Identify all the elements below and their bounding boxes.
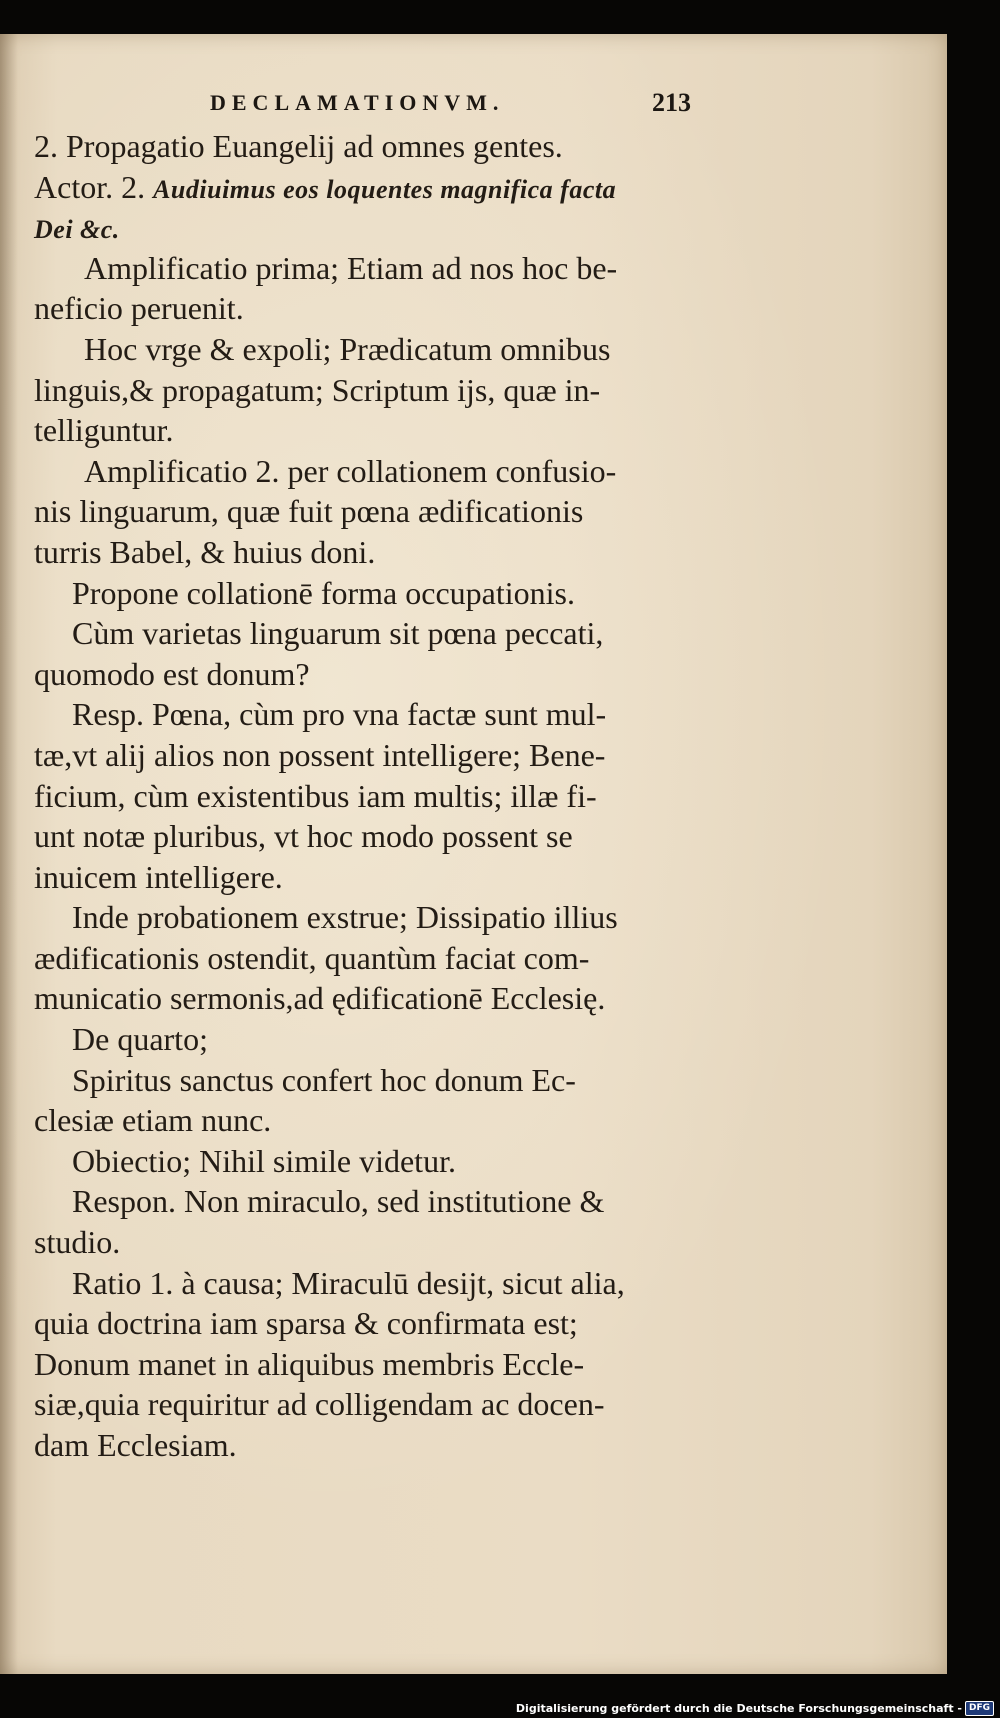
text-line: studio. xyxy=(34,1224,121,1261)
dfg-logo: DFG xyxy=(965,1701,994,1716)
running-head xyxy=(30,90,690,120)
text-line: siæ,quia requiritur ad colligendam ac docen- xyxy=(34,1386,605,1423)
text-line: Propone collationē forma occupationis. xyxy=(72,574,575,611)
text-line: Ratio 1. à causa; Miraculū desijt, sicut alia, xyxy=(72,1264,625,1301)
text-line: quia doctrina iam sparsa & confirmata est; xyxy=(34,1305,578,1342)
text-line: Hoc vrge & expoli; Prædicatum omnibus xyxy=(84,330,611,367)
text-line: turris Babel, & huius doni. xyxy=(34,533,376,570)
text-line: tæ,vt alij alios non possent intelligere; Bene- xyxy=(34,736,606,773)
scripture-citation: Audiuimus eos loquentes magnifica facta xyxy=(153,174,617,204)
running-title: DECLAMATIONVM. xyxy=(210,90,505,115)
text-line: neficio peruenit. xyxy=(34,290,244,327)
text-line: unt notæ pluribus, vt hoc modo possent se xyxy=(34,818,573,855)
text-line: Amplificatio prima; Etiam ad nos hoc be- xyxy=(84,249,618,286)
text-line: linguis,& propagatum; Scriptum ijs, quæ in- xyxy=(34,371,601,408)
text-line: quomodo est donum? xyxy=(34,655,310,692)
text-line: Amplificatio 2. per collationem confusio- xyxy=(84,452,617,489)
text-line: Respon. Non miraculo, sed institutione & xyxy=(72,1183,605,1220)
credit-text: Digitalisierung gefördert durch die Deutsche Forschungsgemeinschaft - xyxy=(515,1701,962,1715)
text-line: inuicem intelligere. xyxy=(34,858,283,895)
text-line: 2. Propagatio Euangelij ad omnes gentes. xyxy=(34,128,563,164)
text-line: Obiectio; Nihil simile videtur. xyxy=(72,1142,456,1179)
page-number: 213 xyxy=(652,88,691,117)
page-spine-shadow xyxy=(0,34,18,1674)
text-line: Cùm varietas linguarum sit pœna peccati, xyxy=(72,615,604,652)
text-line: Donum manet in aliquibus membris Eccle- xyxy=(34,1345,585,1382)
text-line: Inde probationem exstrue; Dissipatio illius xyxy=(72,899,618,936)
text-line: Resp. Pœna, cùm pro vna factæ sunt mul- xyxy=(72,696,607,733)
text-line: ficium, cùm existentibus iam multis; illæ fi- xyxy=(34,777,597,814)
book-page xyxy=(0,34,947,1674)
digitization-credit xyxy=(516,1700,994,1716)
text-line: Spiritus sanctus confert hoc donum Ec- xyxy=(72,1061,576,1098)
text-line: Actor. 2. Audiuimus eos loquentes magnifica facta xyxy=(34,168,617,205)
text-line: Dei &c. xyxy=(34,215,120,245)
text-line: telliguntur. xyxy=(34,412,174,449)
text-line: dam Ecclesiam. xyxy=(34,1427,237,1463)
text-line: De quarto; xyxy=(72,1021,208,1058)
text-line: municatio sermonis,ad ędificationē Ecclesię. xyxy=(34,980,606,1017)
body-text xyxy=(34,126,694,1466)
text-line: nis linguarum, quæ fuit pœna ædificationis xyxy=(34,493,584,530)
text-line: clesiæ etiam nunc. xyxy=(34,1102,272,1139)
text-line: ædificationis ostendit, quantùm faciat com- xyxy=(34,939,590,976)
